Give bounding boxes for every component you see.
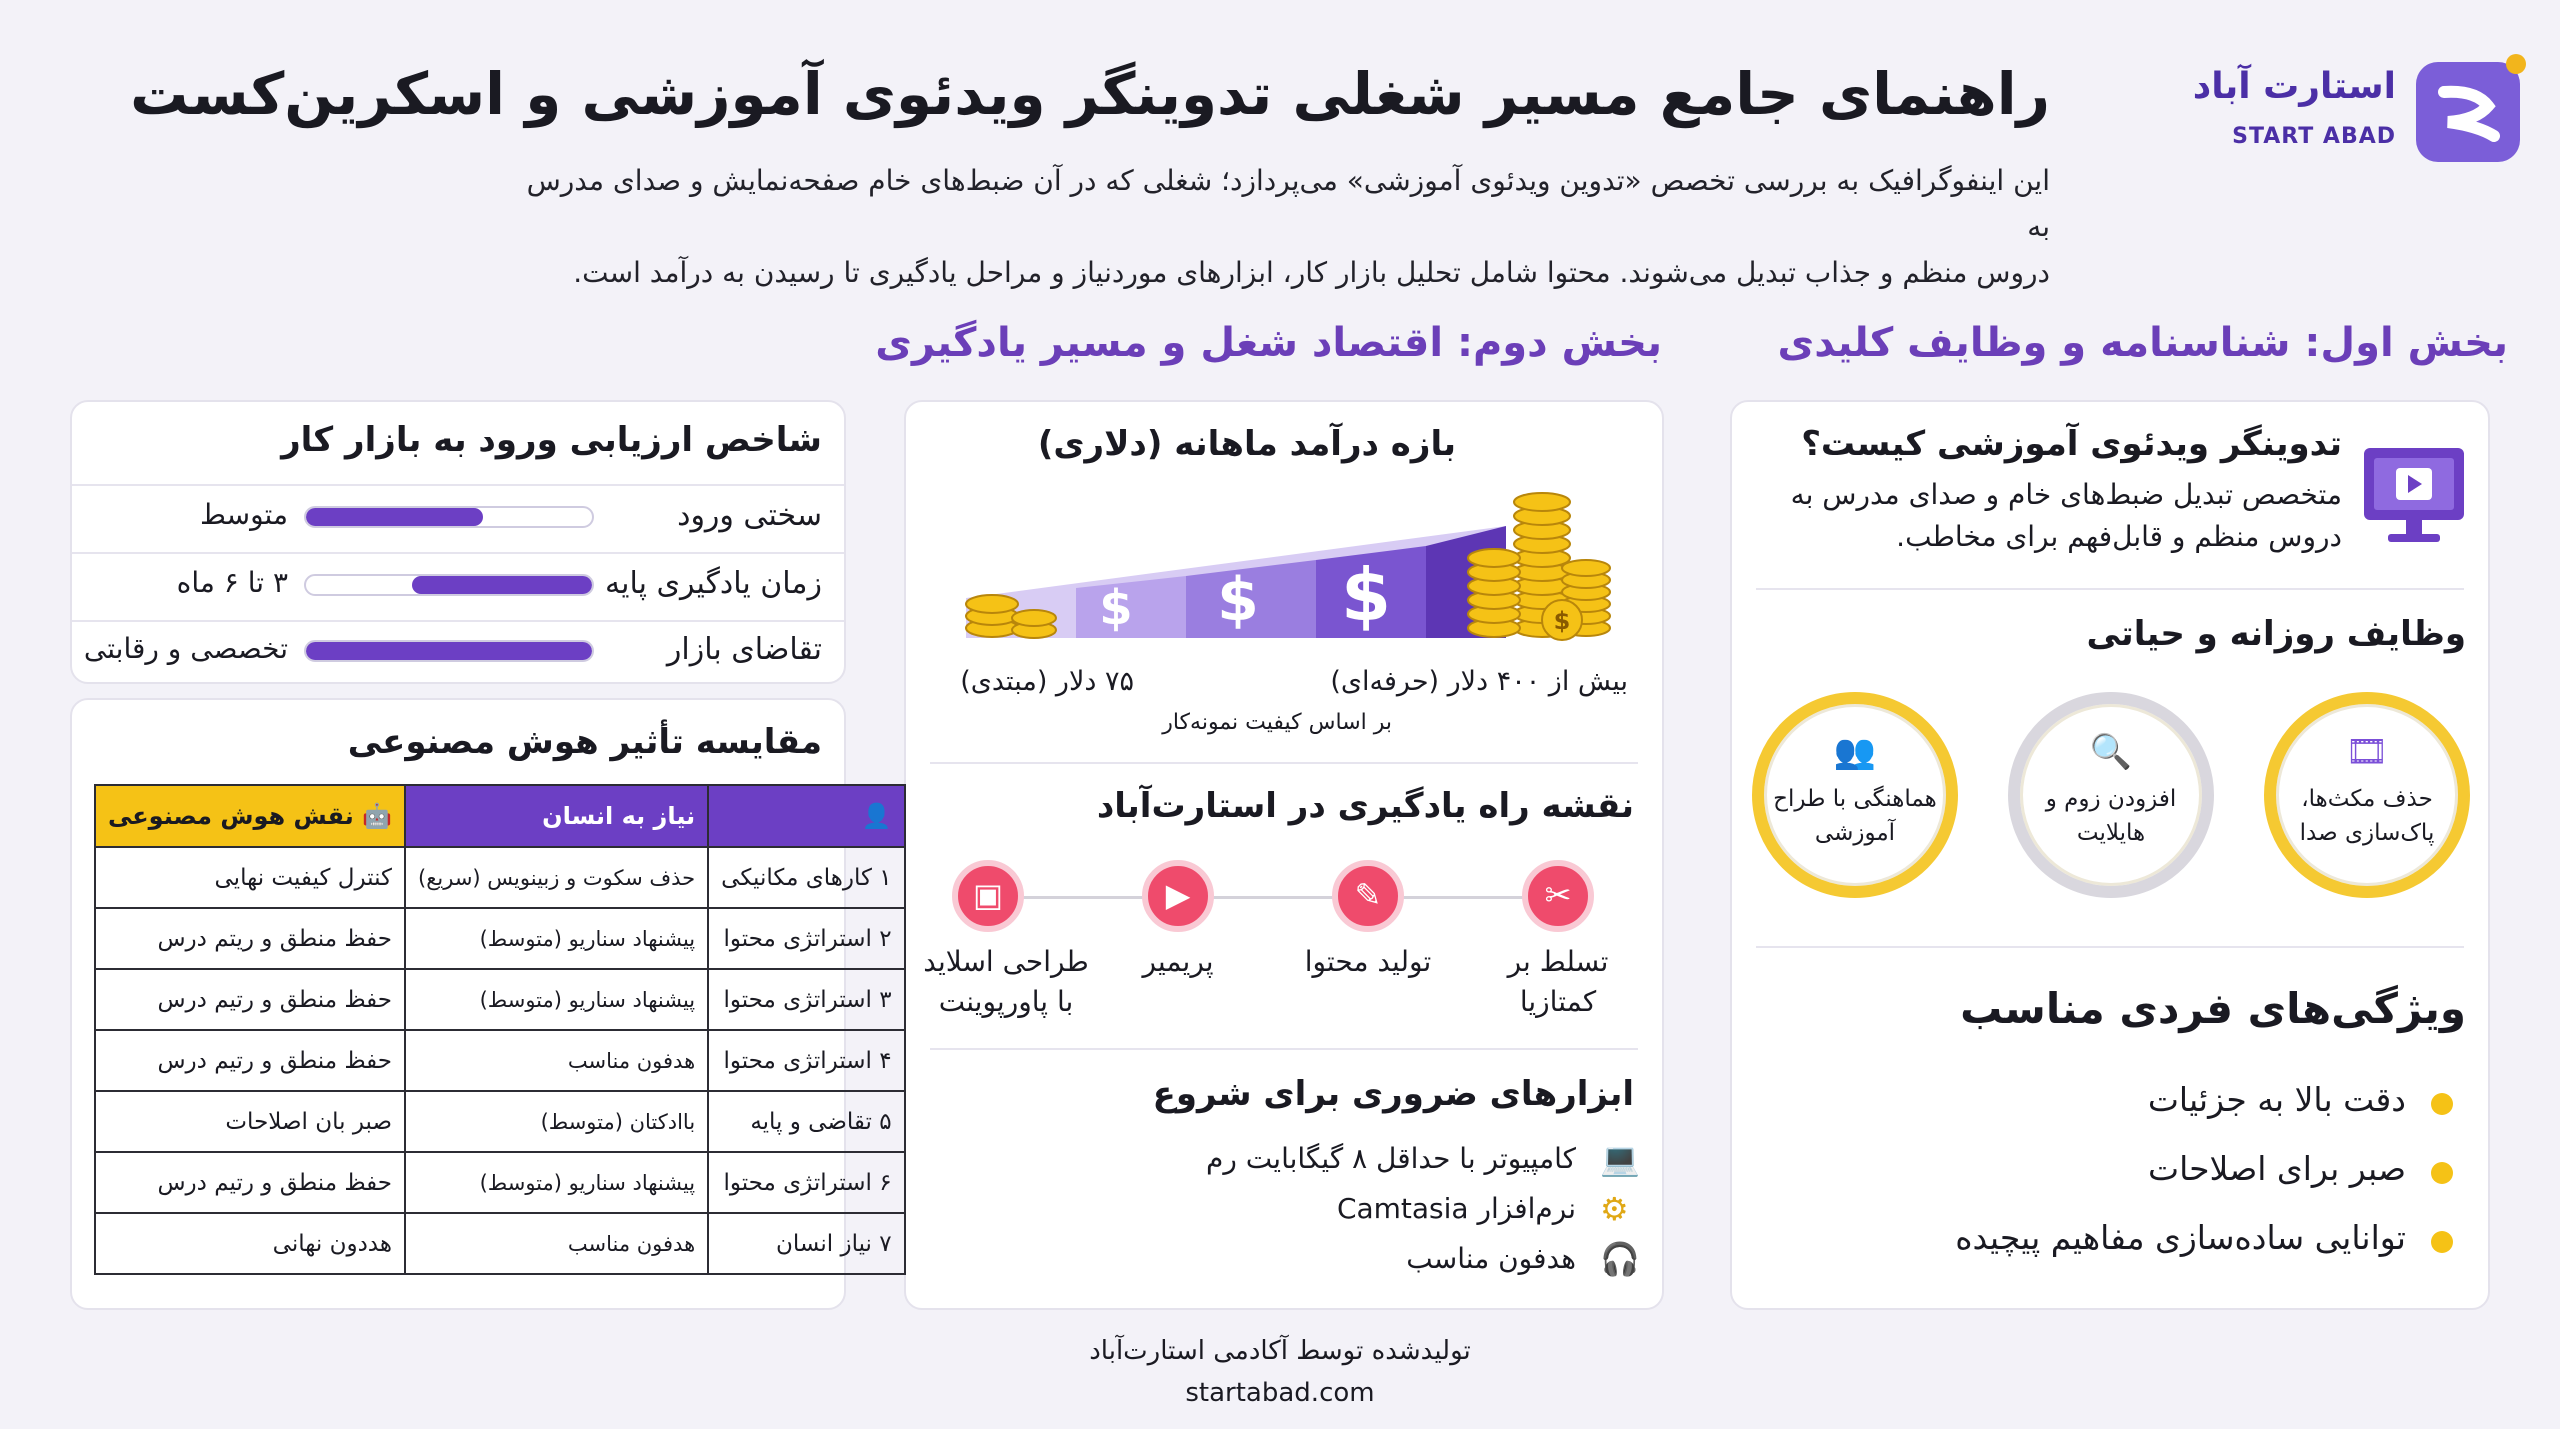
duty-card: [2264, 692, 2470, 898]
income-title: بازه درآمد ماهانه (دلاری): [1037, 424, 1456, 464]
tools-title: ابزارهای ضروری برای شروع: [1152, 1074, 1634, 1114]
intro-line-1: این اینفوگرافیک به بررسی تخصص «تدوین ویدئوی آموزشی» می‌پردازد؛ شغلی که در آن ضبط‌های خام صفحه‌نمایش و صدای مدرس به: [526, 164, 2050, 243]
divider: [1756, 588, 2464, 590]
learning-time-bar: [304, 574, 594, 596]
table-row: [95, 908, 905, 969]
tools-icon: ✂: [1522, 860, 1594, 932]
divider: [72, 552, 844, 554]
trait-item: دقت بالا به جزئیات: [2147, 1080, 2406, 1119]
market-card: [70, 400, 846, 684]
market-title: شاخص ارزیابی ورود به بازار کار: [281, 420, 822, 460]
section2-title: بخش دوم: اقتصاد شغل و مسیر یادگیری: [875, 320, 1662, 366]
market-row-label: زمان یادگیری پایه: [605, 566, 822, 601]
table-header-cell: [708, 785, 904, 847]
ai-title: مقایسه تأثیر هوش مصنوعی: [347, 722, 822, 762]
logo-fa-text: استارت آباد: [2192, 66, 2396, 107]
zoom-icon: 🔍: [2089, 732, 2133, 772]
roadmap-step: طراحی اسلاید با پاورپوینت: [923, 945, 1089, 1018]
intro-text: [510, 158, 2050, 296]
startabad-logo[interactable]: [2192, 58, 2520, 168]
bullet: [2431, 1162, 2453, 1184]
market-row-value: ۳ تا ۶ ماه: [176, 566, 288, 599]
section2-card: [904, 400, 1664, 1310]
table-cell: صبر بان اصلاحات: [95, 1091, 405, 1152]
table-row: [95, 847, 905, 908]
logo-mark-icon: [2416, 62, 2520, 162]
tool-item: هدفون مناسب: [1406, 1242, 1576, 1275]
market-demand-bar: [304, 640, 594, 662]
monitor-play-icon: [2360, 444, 2468, 552]
divider: [930, 1048, 1638, 1050]
svg-text:$: $: [1217, 565, 1259, 635]
ai-card: [70, 698, 892, 1310]
svg-text:$: $: [1553, 607, 1571, 635]
table-cell: پیشنهاد سناریو (متوسط): [405, 969, 708, 1030]
footer-link[interactable]: startabad.com: [1185, 1378, 1375, 1408]
content-icon: ✎: [1332, 860, 1404, 932]
who-title: تدوینگر ویدئوی آموزشی کیست؟: [1801, 424, 2342, 464]
table-cell: ۵ تقاضی و پایه: [708, 1091, 904, 1152]
entry-difficulty-bar: [304, 506, 594, 528]
table-row: [95, 1213, 905, 1274]
roadmap-step: پریمیر: [1142, 945, 1214, 978]
table-row: [95, 1152, 905, 1213]
duty-card: [2008, 692, 2214, 898]
duties-title: وظایف روزانه و حیاتی: [2086, 614, 2466, 654]
roadmap-step: تولید محتوا: [1304, 945, 1432, 978]
roadmap-title: نقشه راه یادگیری در استارت‌آباد: [1096, 786, 1634, 826]
market-row-label: تقاضای بازار: [666, 632, 822, 667]
video-edit-icon: 🎞: [2345, 732, 2389, 772]
table-cell: هدفون مناسب: [405, 1030, 708, 1091]
ai-comparison-table: [94, 784, 906, 1275]
tool-item: کامپیوتر با حداقل ۸ گیگابایت رم: [1206, 1142, 1576, 1175]
tool-item: نرم‌افزار Camtasia: [1336, 1192, 1576, 1225]
income-high-label: بیش از ۴۰۰ دلار (حرفه‌ای): [1330, 666, 1628, 697]
play-icon: ▶: [1142, 860, 1214, 932]
table-header-cell: 🤖 نقش هوش مصنوعی: [95, 785, 405, 847]
laptop-icon: 💻: [1600, 1140, 1640, 1178]
income-note: بر اساس کیفیت نمونه‌کار: [1162, 710, 1392, 735]
bullet: [2431, 1231, 2453, 1253]
table-cell: ۳ استراتژی محتوا: [708, 969, 904, 1030]
table-cell: ۷ نیاز انسان: [708, 1213, 904, 1274]
roadmap-step: تسلط بر کمتازیا: [1507, 945, 1609, 1018]
footer-credit: تولیدشده توسط آکادمی استارت‌آباد: [1089, 1336, 1471, 1366]
divider: [72, 484, 844, 486]
table-cell: هدفون مناسب: [405, 1213, 708, 1274]
section1-card: [1730, 400, 2490, 1310]
table-cell: ۲ استراتژی محتوا: [708, 908, 904, 969]
trait-item: صبر برای اصلاحات: [2148, 1149, 2406, 1188]
table-cell: حفظ منطق و رتیم درس: [95, 969, 405, 1030]
who-desc-2: دروس منظم و قابل‌فهم برای مخاطب.: [1896, 520, 2342, 553]
table-cell: ۶ استراتژی محتوا: [708, 1152, 904, 1213]
table-cell: کنترل کیفیت نهایی: [95, 847, 405, 908]
trait-item: توانایی ساده‌سازی مفاهیم پیچیده: [1955, 1218, 2406, 1257]
table-header-cell: نیاز به انسان: [405, 785, 708, 847]
market-row-value: متوسط: [200, 498, 288, 531]
table-cell: پیشنهاد سناریو (متوسط): [405, 1152, 708, 1213]
divider: [930, 762, 1638, 764]
logo-dot: [2506, 54, 2526, 74]
roadmap-line: [1002, 896, 1562, 899]
page-title: راهنمای جامع مسیر شغلی تدوینگر ویدئوی آموزشی و اسکرین‌کست: [130, 60, 2050, 128]
logo-en-text: START ABAD: [2232, 124, 2396, 149]
table-row: [95, 1091, 905, 1152]
slides-icon: ▣: [952, 860, 1024, 932]
svg-text:$: $: [1099, 580, 1133, 636]
gear-icon: ⚙: [1600, 1190, 1629, 1228]
income-low-label: ۷۵ دلار (مبتدی): [960, 666, 1134, 697]
head-profile-icon: 👤: [861, 802, 892, 830]
bullet: [2431, 1093, 2453, 1115]
divider: [72, 620, 844, 622]
table-cell: حفظ منطق و رتیم درس: [95, 1152, 405, 1213]
table-row: [95, 969, 905, 1030]
robot-icon: 🤖: [353, 802, 393, 830]
table-cell: حفظ منطق و ریتم درس: [95, 908, 405, 969]
headphones-icon: 🎧: [1600, 1240, 1640, 1278]
table-row: [95, 1030, 905, 1091]
table-cell: باادکتان (متوسط): [405, 1091, 708, 1152]
duty-label: افزودن زوم و هایلایت: [2045, 786, 2177, 846]
section1-title: بخش اول: شناسنامه و وظایف کلیدی: [1777, 320, 2508, 366]
table-cell: حذف سکوت و زبینویس (سریع): [405, 847, 708, 908]
duty-label: هماهنگی با طراح آموزشی: [1773, 786, 1937, 846]
table-cell: هددون نهانی: [95, 1213, 405, 1274]
divider: [1756, 946, 2464, 948]
table-cell: پیشنهاد سناریو (متوسط): [405, 908, 708, 969]
intro-line-2: دروس منظم و جذاب تبدیل می‌شوند. محتوا شامل تحلیل بازار کار، ابزارهای موردنیاز و مراحل یادگیری تا رسیدن به درآمد است.: [573, 256, 2050, 289]
market-row-value: تخصصی و رقابتی: [83, 632, 288, 665]
table-cell: ۴ استراتژی محتوا: [708, 1030, 904, 1091]
who-desc-1: متخصص تبدیل ضبط‌های خام و صدای مدرس به: [1790, 478, 2342, 511]
svg-text:$: $: [1340, 553, 1392, 637]
collaboration-icon: 👥: [1833, 732, 1877, 772]
table-cell: حفظ منطق و رتیم درس: [95, 1030, 405, 1091]
duty-label: حذف مکث‌ها، پاک‌سازی صدا: [2299, 786, 2435, 846]
table-header-row: [95, 785, 905, 847]
table-cell: ۱ کارهای مکانیکی: [708, 847, 904, 908]
duty-card: [1752, 692, 1958, 898]
market-row-label: سختی ورود: [677, 498, 822, 533]
traits-title: ویژگی‌های فردی مناسب: [1960, 984, 2466, 1033]
income-wedge-graphic: [946, 488, 1626, 662]
